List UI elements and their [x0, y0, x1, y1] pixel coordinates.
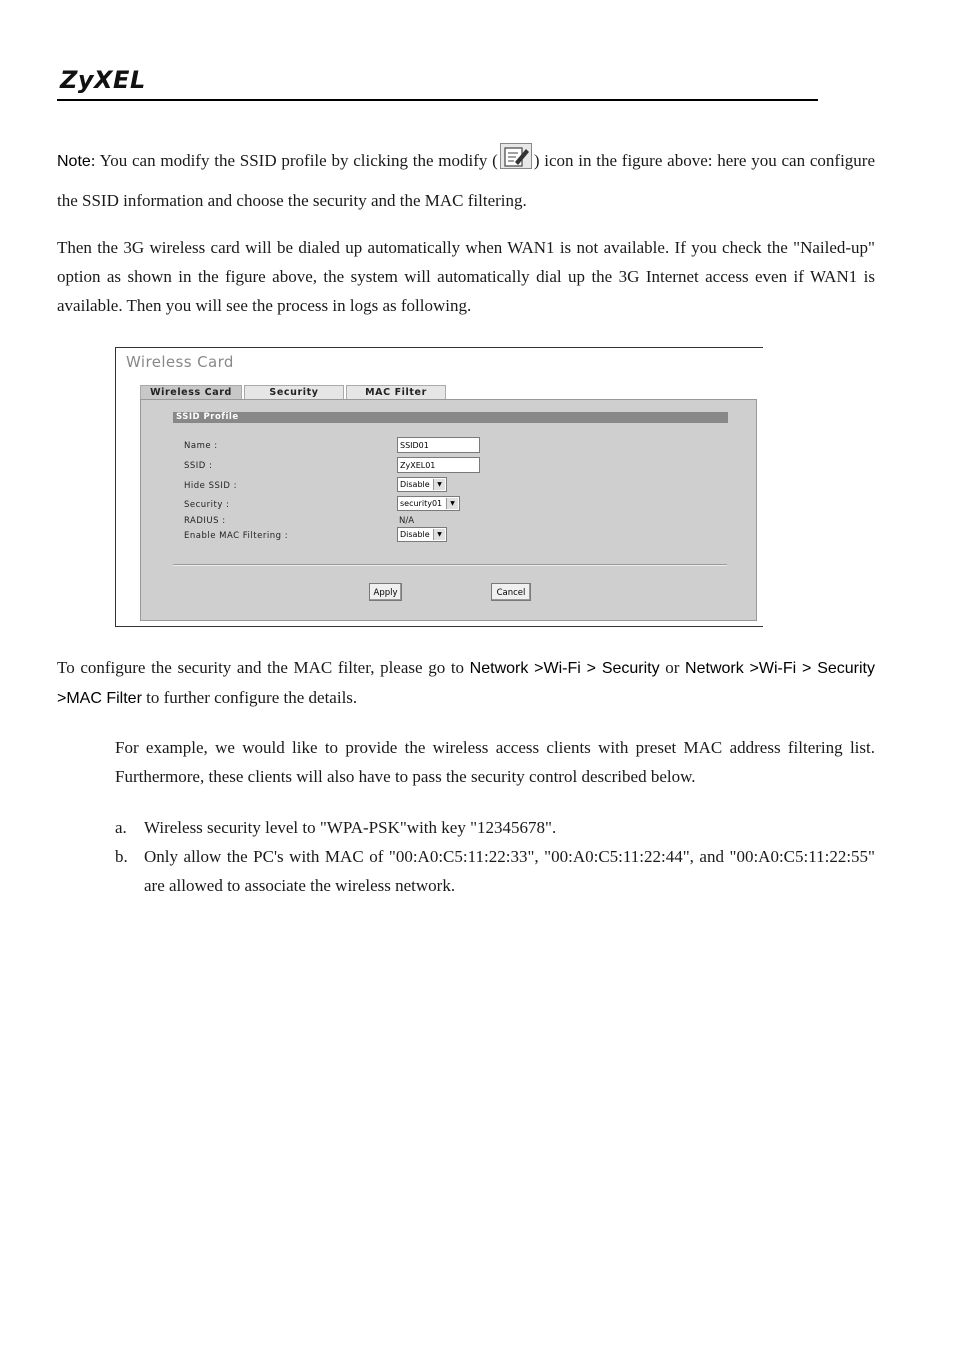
note-label: Note — [57, 153, 91, 170]
screenshot-title: Wireless Card — [126, 353, 234, 371]
chevron-down-icon: ▼ — [446, 498, 458, 509]
screenshot-tabs — [140, 385, 448, 399]
list-item — [115, 813, 875, 842]
wireless-card-screenshot — [115, 347, 763, 627]
radius-value: N/A — [399, 516, 415, 526]
configure-text-2: or — [659, 658, 686, 677]
example-paragraph: For example, we would like to provide the wireless access clients with preset MAC address filtering list. Furthermore, these clients will also have to pass the security control described below. — [115, 738, 875, 786]
note-text-before: : You can modify the SSID profile by clicking the modify ( — [90, 151, 498, 170]
mac-filter-path-link: Network >Wi-Fi > Security >MAC Filter — [57, 660, 875, 707]
configure-paragraph — [57, 653, 875, 713]
list-marker: a. — [115, 818, 127, 837]
note-text-after: ) icon in the figure above: here you can configure the SSID information and choose the security and the MAC filtering. — [57, 151, 876, 210]
cancel-button[interactable]: Cancel — [491, 583, 531, 601]
name-label: Name : — [184, 441, 218, 451]
configure-text-1: To configure the security and the MAC filter, please go to — [57, 658, 470, 677]
list-item — [115, 842, 875, 900]
tab-security[interactable]: Security — [244, 385, 344, 399]
list-marker: b. — [115, 847, 128, 866]
list-text: Only allow the PC's with MAC of "00:A0:C5:11:22:33", "00:A0:C5:11:22:44", and "00:A0:C5:11:22:55" are allowed to associate the wireless network. — [144, 847, 875, 895]
mac-filtering-value: Disable — [400, 530, 430, 539]
configure-text-3: to further configure the details. — [141, 688, 358, 707]
tab-wireless-card[interactable]: Wireless Card — [140, 385, 242, 399]
chevron-down-icon: ▼ — [433, 529, 445, 540]
note-paragraph — [57, 141, 875, 220]
zyxel-logo: ZyXEL — [60, 66, 146, 94]
tab-mac-filter[interactable]: MAC Filter — [346, 385, 446, 399]
name-input[interactable]: SSID01 — [397, 437, 480, 453]
ssid-label: SSID : — [184, 461, 213, 471]
mac-filtering-select[interactable] — [397, 527, 447, 542]
security-select[interactable] — [397, 496, 460, 511]
nailed-up-paragraph: Then the 3G wireless card will be dialed up automatically when WAN1 is not available. If you check the "Nailed-up" option as shown in the figure above, the system will automatically dial up the 3G Internet access even if WAN1 is available. Then you will see the process in logs as following. — [57, 238, 875, 315]
chevron-down-icon: ▼ — [433, 479, 445, 490]
ssid-profile-panel — [140, 399, 757, 621]
requirements-list — [115, 813, 875, 900]
mac-filtering-label: Enable MAC Filtering : — [184, 531, 289, 541]
security-path-link: Network >Wi-Fi > Security — [469, 660, 660, 677]
hide-ssid-select[interactable] — [397, 477, 447, 492]
radius-label: RADIUS : — [184, 516, 226, 526]
ssid-input[interactable]: ZyXEL01 — [397, 457, 480, 473]
header-rule — [57, 99, 818, 101]
security-label: Security : — [184, 500, 230, 510]
list-text: Wireless security level to "WPA-PSK"with key "12345678". — [144, 818, 557, 837]
divider — [173, 564, 727, 566]
security-value: security01 — [400, 499, 443, 508]
modify-icon — [500, 143, 532, 169]
hide-ssid-label: Hide SSID : — [184, 481, 237, 491]
section-title: SSID Profile — [173, 412, 728, 423]
apply-button[interactable]: Apply — [369, 583, 402, 601]
hide-ssid-value: Disable — [400, 480, 430, 489]
